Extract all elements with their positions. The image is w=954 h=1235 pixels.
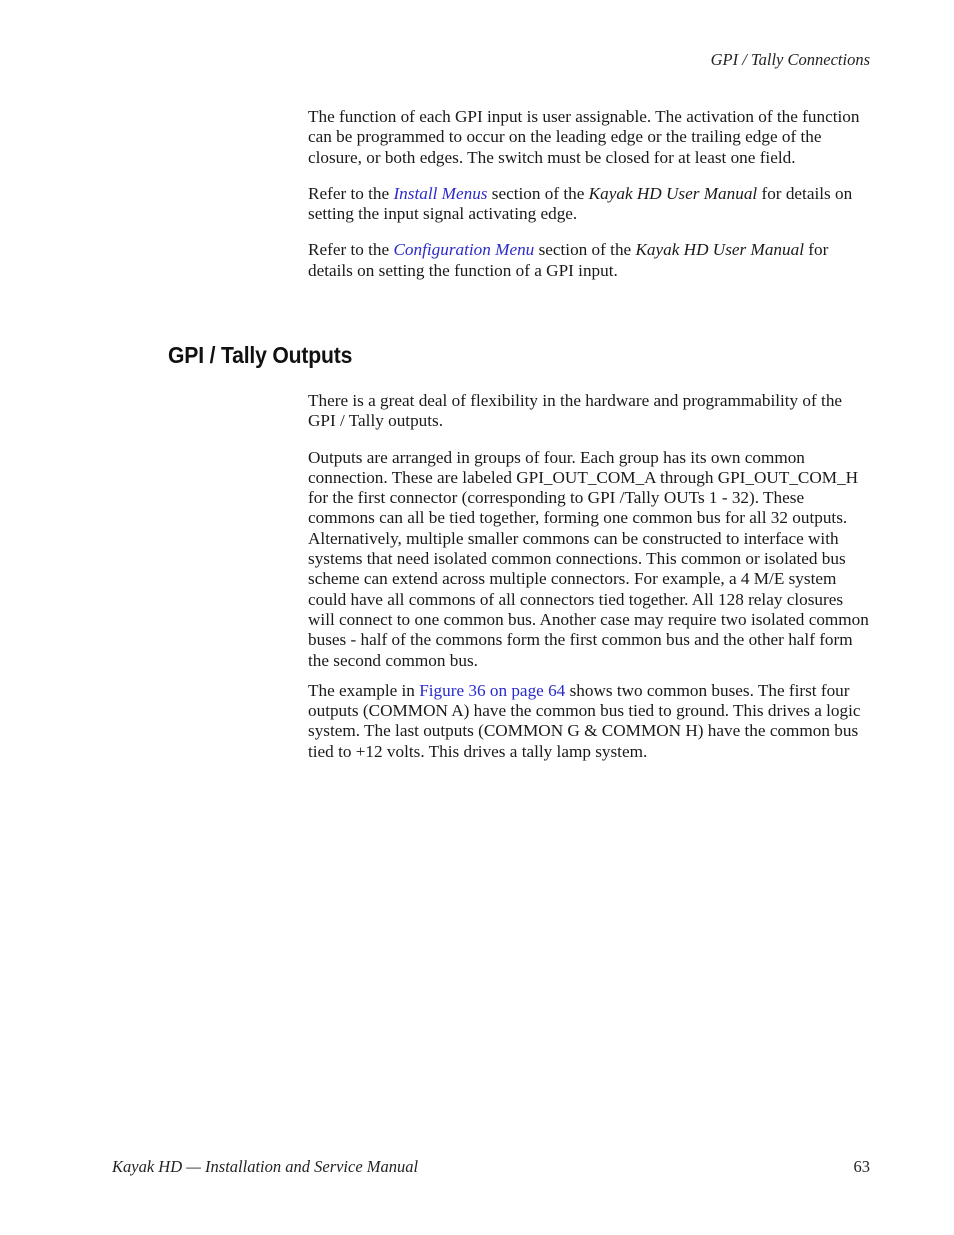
manual-title-ref: Kayak HD User Manual [588, 183, 758, 203]
text-fragment: for details on setting the input signal activating edge. [308, 183, 853, 224]
configuration-menu-link[interactable]: Configuration Menu [393, 240, 535, 260]
paragraph-example [308, 681, 872, 762]
paragraph-gpi-function: The function of each GPI input is user assignable. The activation of the function can be programmed to occur on the leading edge or the trailing edge of the closure, or both edges. The switch must be closed for at least one field. [308, 107, 860, 167]
figure-36-link[interactable]: Figure 36 on page 64 [419, 680, 566, 700]
section-heading: GPI / Tally Outputs [168, 342, 353, 368]
manual-title-ref: Kayak HD User Manual [635, 240, 804, 260]
install-menus-link[interactable]: Install Menus [393, 183, 488, 203]
text-fragment: The example in [308, 680, 420, 700]
running-header: GPI / Tally Connections [710, 50, 870, 69]
paragraph-flexibility: There is a great deal of flexibility in the hardware and programmability of the GPI / Tally outputs. [308, 391, 843, 431]
footer-manual-title: Kayak HD — Installation and Service Manual [112, 1157, 419, 1176]
text-fragment: shows two common buses. The first four outputs (COMMON A) have the common bus tied to ground. This drives a logic system. The last outputs (COMMON G & COMMON H) have the common bus tied to +12 volts. This drives a tally lamp system. [308, 680, 861, 761]
text-fragment: section of the [487, 183, 589, 203]
text-fragment: section of the [534, 240, 636, 260]
page-number: 63 [853, 1157, 870, 1176]
text-fragment: Refer to the [308, 240, 394, 260]
paragraph-output-groups: Outputs are arranged in groups of four. Each group has its own common connection. These are labeled GPI_OUT_COM_A through GPI_OUT_COM_H for the first connector (corresponding to GPI /Tally OUTs 1 - 32). These commons can all be tied together, forming one common bus for all 32 outputs. Alternatively, multiple smaller commons can be constructed to interface with systems that need isolated common connections. This common or isolated bus scheme can extend across multiple connectors. For example, a 4 M/E system could have all commons of all connectors tied together. All 128 relay closures will connect to one common bus. Another case may require two isolated common buses - half of the commons form the first common bus and the other half form the second common bus. [308, 447, 869, 670]
text-fragment: for details on setting the function of a GPI input. [308, 240, 829, 280]
paragraph-configuration-menu-ref [308, 240, 872, 281]
text-fragment: Refer to the [308, 183, 394, 203]
outputs-section [308, 391, 872, 778]
intro-section [308, 107, 872, 297]
paragraph-install-menus-ref [308, 184, 872, 225]
